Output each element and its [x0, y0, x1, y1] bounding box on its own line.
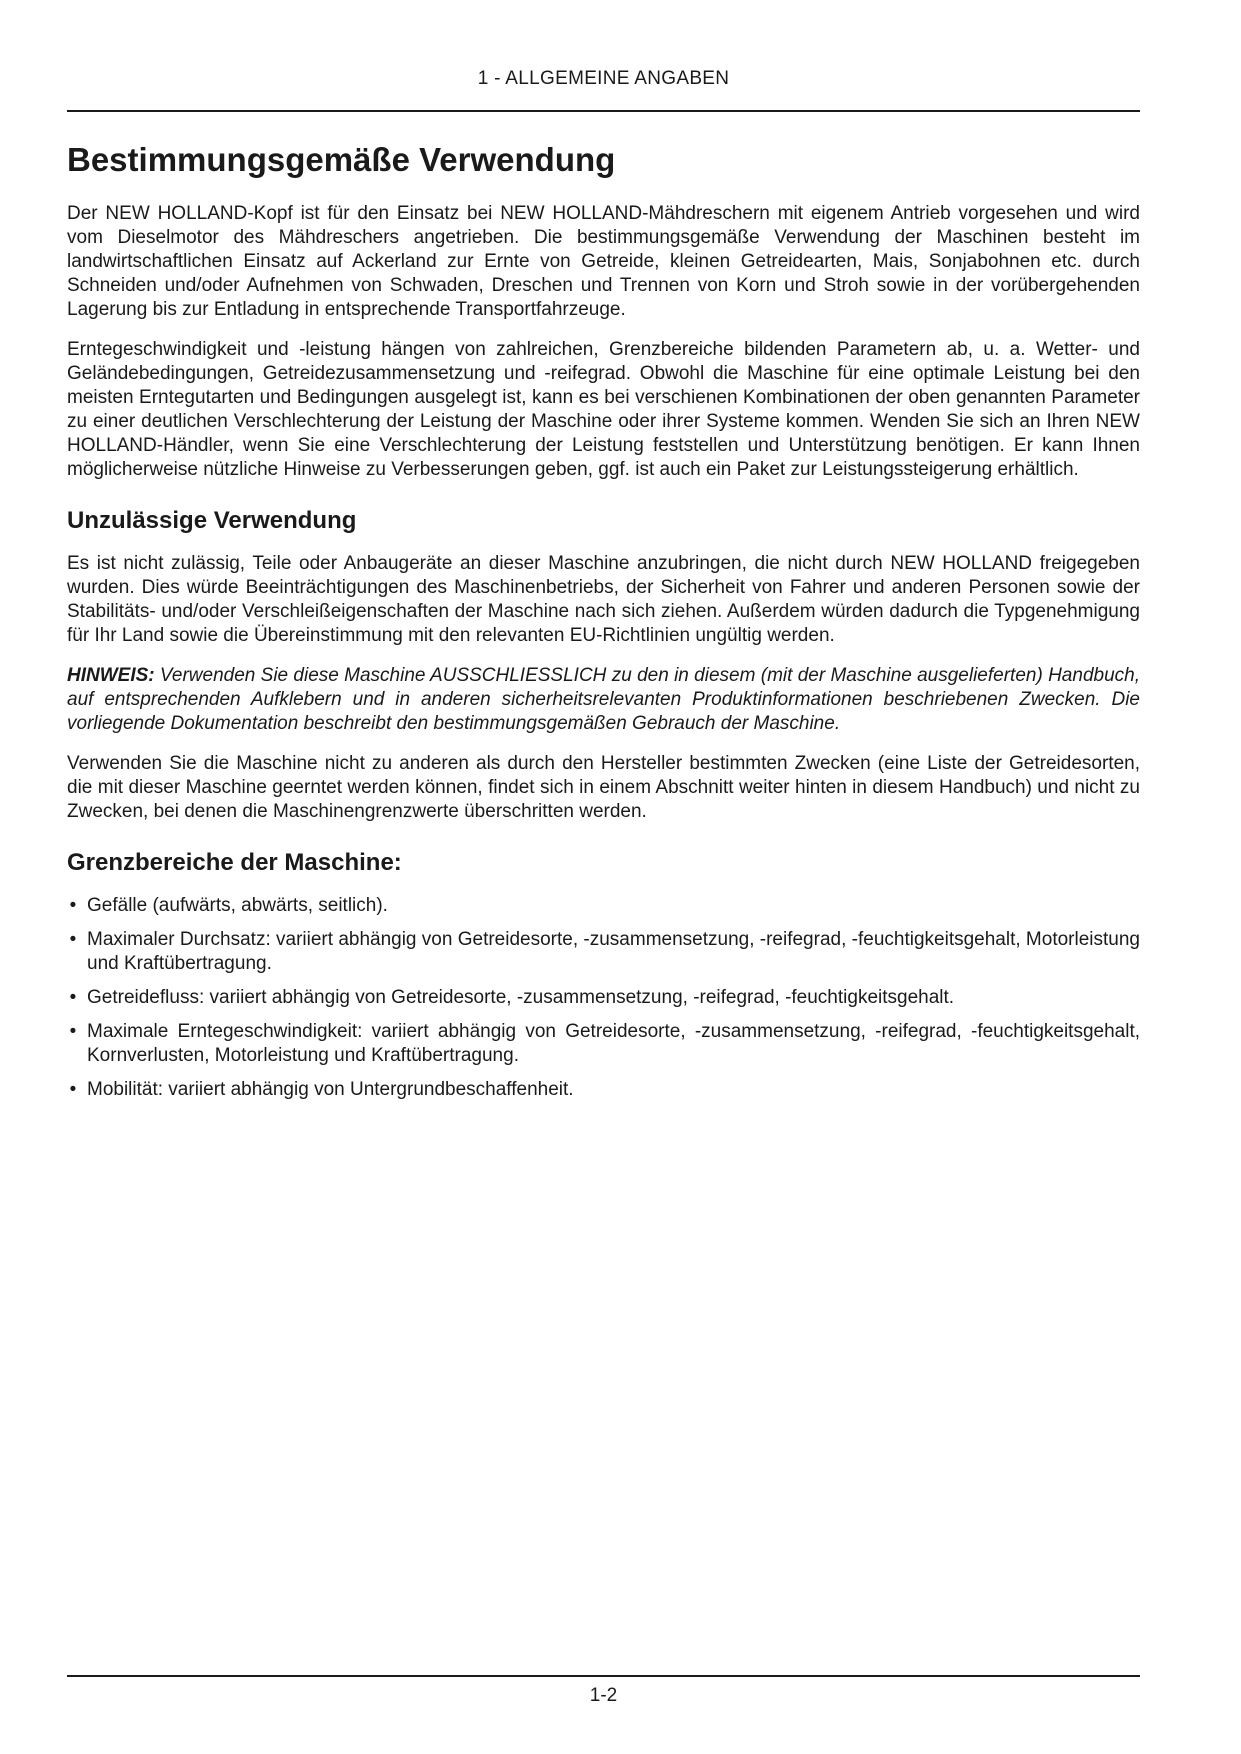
list-item-text: Maximaler Durchsatz: variiert abhängig von Getreidesorte, -zusammensetzung, -reifegrad, -feuchtigkeitsgehalt, Motorleistung und Kraftübertragung.: [87, 929, 1140, 974]
footer-divider: [67, 1675, 1140, 1677]
list-item-text: Gefälle (aufwärts, abwärts, seitlich).: [87, 895, 388, 916]
page-content: [67, 138, 1140, 1112]
list-item: [67, 928, 1140, 976]
list-item: [67, 1020, 1140, 1068]
page-title: Bestimmungsgemäße Verwendung: [67, 141, 616, 178]
note-paragraph: [67, 664, 1140, 736]
limits-list: [67, 894, 1140, 1102]
list-item: [67, 986, 1140, 1010]
list-item-text: Maximale Erntegeschwindigkeit: variiert abhängig von Getreidesorte, -zusammensetzung, -reifegrad, -feuchtigkeitsgehalt, Kornverlusten, Motorleistung und Kraftübertragung.: [87, 1021, 1140, 1066]
running-header: 1 - ALLGEMEINE ANGABEN: [477, 68, 730, 89]
limits-heading: Grenzbereiche der Maschine:: [67, 849, 402, 876]
intro-paragraph-2: Erntegeschwindigkeit und -leistung hängen von zahlreichen, Grenzbereiche bildenden Parametern ab, u. a. Wetter- und Geländebedingungen, Getreidezusammensetzung und -reifegrad. Obwohl die Maschine für eine optimale Leistung bei den meisten Erntegutarten und Bedingungen ausgelegt ist, kann es bei verschienen Kombinationen der oben genannten Parameter zu einer deutlichen Verschlechterung der Leistung der Maschine oder ihrer Systeme kommen. Wenden Sie sich an Ihren NEW HOLLAND-Händler, wenn Sie eine Verschlechterung der Leistung feststellen und Unterstützung benötigen. Er kann Ihnen möglicherweise nützliche Hinweise zu Verbesserungen geben, ggf. ist auch ein Paket zur Leistungssteigerung erhältlich.: [67, 339, 1140, 480]
bullet-icon: •: [69, 929, 77, 950]
note-label: HINWEIS:: [67, 665, 155, 686]
bullet-icon: •: [69, 895, 77, 916]
misuse-paragraph-2: Verwenden Sie die Maschine nicht zu anderen als durch den Hersteller bestimmten Zwecken (eine Liste der Getreidesorten, die mit dieser Maschine geerntet werden können, findet sich in einem Abschnitt weiter hinten in diesem Handbuch) und nicht zu Zwecken, bei denen die Maschinengrenzwerte überschritten werden.: [67, 753, 1140, 822]
bullet-icon: •: [69, 1079, 77, 1100]
list-item: [67, 1078, 1140, 1102]
bullet-icon: •: [69, 987, 77, 1008]
list-item-text: Getreidefluss: variiert abhängig von Getreidesorte, -zusammensetzung, -reifegrad, -feuchtigkeitsgehalt.: [87, 987, 955, 1008]
list-item-text: Mobilität: variiert abhängig von Untergrundbeschaffenheit.: [87, 1079, 574, 1100]
list-item: [67, 894, 1140, 918]
misuse-heading: Unzulässige Verwendung: [67, 507, 357, 534]
note-text: Verwenden Sie diese Maschine AUSSCHLIESSLICH zu den in diesem (mit der Maschine ausgelieferten) Handbuch, auf entsprechenden Aufklebern und in anderen sicherheitsrelevanten Produktinformationen beschriebenen Zwecken. Die vorliegende Dokumentation beschreibt den bestimmungsgemäßen Gebrauch der Maschine.: [67, 665, 1140, 734]
bullet-icon: •: [69, 1021, 77, 1042]
page-number: 1-2: [589, 1685, 618, 1706]
intro-paragraph-1: Der NEW HOLLAND-Kopf ist für den Einsatz bei NEW HOLLAND-Mähdreschern mit eigenem Antrieb vorgesehen und wird vom Dieselmotor des Mähdreschers angetrieben. Die bestimmungsgemäße Verwendung der Maschinen besteht im landwirtschaftlichen Einsatz auf Ackerland zur Ernte von Getreide, kleinen Getreidearten, Mais, Sonjabohnen etc. durch Schneiden und/oder Aufnehmen von Schwaden, Dreschen und Trennen von Korn und Stroh sowie in der vorübergehenden Lagerung bis zur Entladung in entsprechende Transportfahrzeuge.: [67, 203, 1140, 320]
header-divider: [67, 110, 1140, 112]
misuse-paragraph: Es ist nicht zulässig, Teile oder Anbaugeräte an dieser Maschine anzubringen, die nicht durch NEW HOLLAND freigegeben wurden. Dies würde Beeinträchtigungen des Maschinenbetriebs, der Sicherheit von Fahrer und anderen Personen sowie der Stabilitäts- und/oder Verschleißeigenschaften der Maschine nach sich ziehen. Außerdem würden dadurch die Typgenehmigung für Ihr Land sowie die Übereinstimmung mit den relevanten EU-Richtlinien ungültig werden.: [67, 553, 1140, 646]
